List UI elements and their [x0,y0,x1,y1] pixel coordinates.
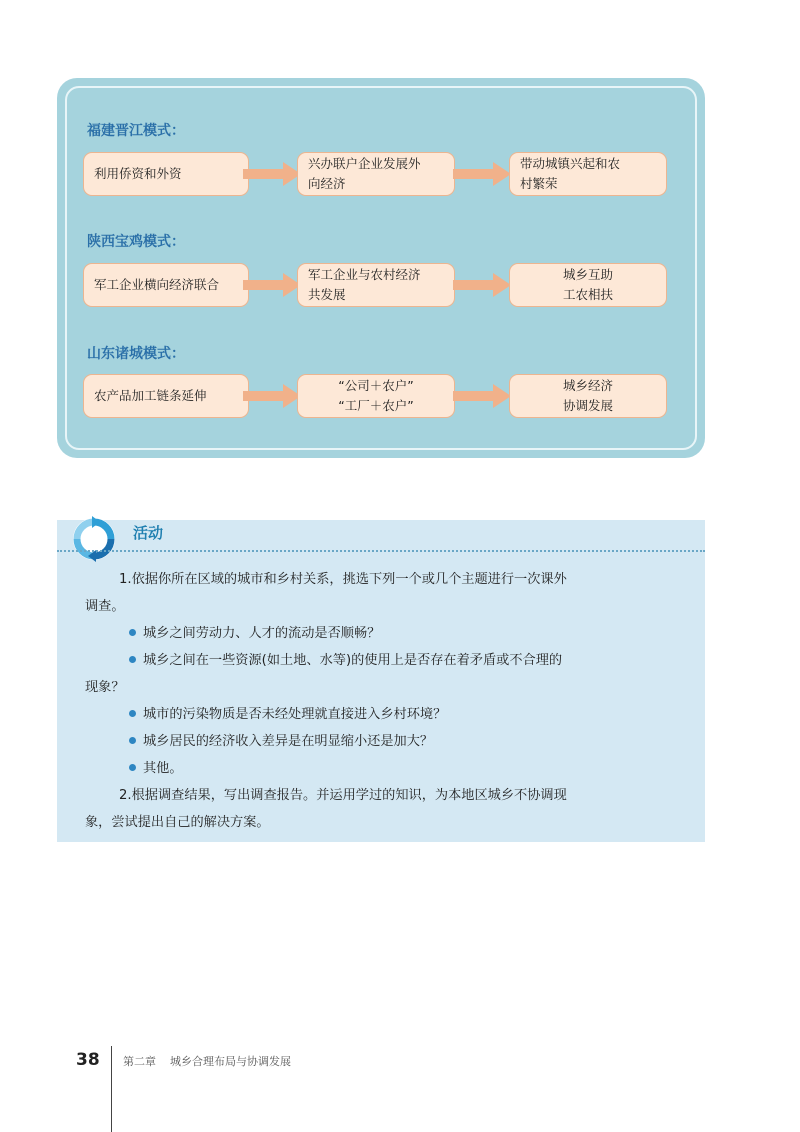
flow-box-jinjiang-1: 利用侨资和外资 [83,152,249,196]
activity-bullet [129,703,446,722]
bullet-dot-icon [129,629,136,636]
activity-item-1-line-2: 调查。 [85,599,125,614]
development-modes-panel [57,78,705,458]
chapter-label [123,1053,305,1069]
flow-box-zhucheng-1: 农产品加工链条延伸 [83,374,249,418]
bullet-dot-icon [129,737,136,744]
mode-title-baoji: 陕西宝鸡模式： [87,234,185,250]
bullet-text: 城乡之间在一些资源(如土地、水等)的使用上是否存在着矛盾或不合理的 [143,653,563,668]
flow-box-zhucheng-3: 城乡经济 协调发展 [509,374,667,418]
flow-box-baoji-2: 军工企业与农村经济 共发展 [297,263,455,307]
flow-box-jinjiang-2: 兴办联户企业发展外 向经济 [297,152,455,196]
chapter-number: 第二章 [123,1055,156,1068]
activity-bullet [129,622,380,641]
footer-divider [111,1046,112,1132]
bullet-text: 城市的污染物质是否未经处理就直接进入乡村环境？ [143,707,447,722]
flow-box-baoji-1: 军工企业横向经济联合 [83,263,249,307]
activity-item-2-line-1: 2.根据调查结果，写出调查报告。并运用学过的知识，为本地区城乡不协调现 [119,788,567,803]
activity-panel [57,520,705,842]
activity-item-1-line-1: 1.依据你所在区域的城市和乡村关系，挑选下列一个或几个主题进行一次课外 [119,572,567,587]
bullet-text: 城乡居民的经济收入差异是在明显缩小还是加大？ [143,734,434,749]
activity-bullet [129,730,433,749]
activity-bullet [129,757,183,776]
bullet-dot-icon [129,656,136,663]
activity-item-2-line-2: 象，尝试提出自己的解决方案。 [85,815,270,830]
bullet-text: 城乡之间劳动力、人才的流动是否顺畅？ [143,626,381,641]
bullet-text: 其他。 [143,761,183,776]
arrow-right-icon [243,384,301,408]
activity-title: 活动 [133,524,164,542]
dotted-divider [57,550,705,552]
arrow-right-icon [453,273,511,297]
activity-bullet [129,649,562,668]
bullet-dot-icon [129,710,136,717]
flow-box-zhucheng-2: “公司＋农户” “工厂＋农户” [297,374,455,418]
bullet-dot-icon [129,764,136,771]
flow-box-jinjiang-3: 带动城镇兴起和农 村繁荣 [509,152,667,196]
arrow-right-icon [453,384,511,408]
arrow-right-icon [243,162,301,186]
arrow-right-icon [243,273,301,297]
chapter-title: 城乡合理布局与协调发展 [170,1055,291,1068]
flow-box-baoji-3: 城乡互助 工农相扶 [509,263,667,307]
page-number: 38 [76,1050,100,1070]
arrow-right-icon [453,162,511,186]
mode-title-zhucheng: 山东诸城模式： [87,346,185,362]
mode-title-jinjiang: 福建晋江模式： [87,123,185,139]
activity-bullet-continuation: 现象？ [85,680,125,695]
activity-cycle-icon [71,516,117,562]
